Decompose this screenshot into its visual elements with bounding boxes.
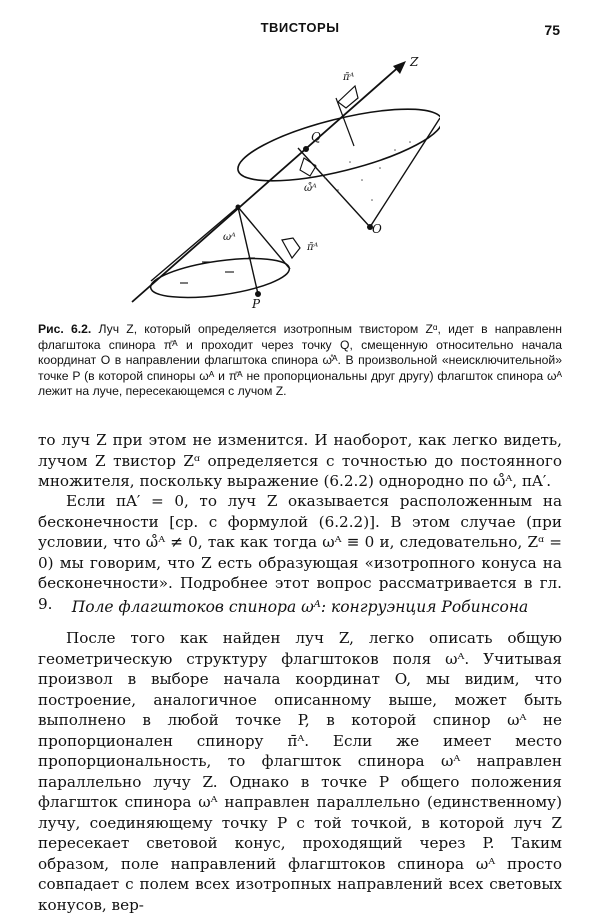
point-q: [303, 146, 309, 152]
lower-cone-rim: [148, 251, 291, 304]
page-number: 75: [544, 22, 560, 38]
label-pi-lower: π̄ᴬ: [307, 242, 319, 253]
label-pi-top: π̄ᴬ: [343, 72, 355, 83]
caption-text: Луч Z, который определяется изотропным твистором Zᵅ, идет в направленн флагштока спинора π̄ᴬ и проходит через точку Q, смещенную относительно начала координат O в направлении флагштока спинора ω̊ᴬ. В произвольной «неисключительной» точке P (в которой спиноры ωᴬ и π̄ᴬ не пропорциональны друг другу) флагшток спинора ωᴬ лежит на луче, пересекающемся с лучом Z.: [38, 322, 563, 398]
point-apex: [236, 205, 241, 210]
ray-z: [132, 64, 402, 302]
label-o: O: [372, 222, 382, 236]
section-heading: Поле флагштоков спинора ωᴬ: конгруэнция Робинсона: [71, 598, 529, 616]
label-z: Z: [410, 55, 419, 69]
upper-cone-edge-right: [370, 118, 440, 227]
label-omega-dot: ω̊ᴬ: [304, 183, 317, 194]
upper-cone-flagpole: [336, 98, 354, 146]
figure-caption: [38, 322, 562, 400]
paragraph-2: Если πA′ = 0, то луч Z оказывается расположенным на бесконечности [ср. с формулой (6.2.2)]. В этом случае (при условии, что ω̊ᴬ ≠ 0, так как тогда ωᴬ ≡ 0 и, следовательно, Zᵅ = 0) мы говорим, что Z есть образующая «изотропного конуса на бесконечности». Подробнее этот вопрос рассматривается в гл. 9.: [38, 492, 562, 613]
label-q: Q: [311, 130, 321, 144]
label-omega: ωᴬ: [223, 232, 236, 243]
upper-cone-rim: [232, 94, 440, 195]
lower-flag: [282, 238, 300, 258]
paragraph-1: то луч Z при этом не изменится. И наоборот, как легко видеть, лучом Z твистор Zᵅ определяется с точностью до постоянного множителя, поскольку выражение (6.2.2) однородно по ω̊ᴬ, πA′.: [38, 431, 562, 490]
ray-z-arrowhead: [393, 61, 406, 74]
omega-dot-flag: [300, 158, 316, 176]
figure-6-2: [110, 50, 440, 310]
lower-cone-edge-left: [151, 207, 238, 281]
running-title: ТВИСТОРЫ: [260, 20, 340, 35]
lower-cone-flagpole: [238, 207, 258, 294]
upper-cone-shading: [314, 141, 411, 201]
figure-label: Рис. 6.2.: [38, 322, 92, 336]
paragraph-3: После того как найден луч Z, легко описать общую геометрическую структуру флагштоков поля ωᴬ. Учитывая произвол в выборе начала координат O, мы видим, что построение, аналогичное описанному выше, может быть выполнено в любой точке P, в которой спинор ωᴬ не пропорционален спинору π̄ᴬ. Если же имеет место пропорциональность, то флагшток спинора ωᴬ направлен параллельно лучу Z. Однако в точке P общего положения флагшток спинора ωᴬ направлен параллельно (единственному) лучу, соединяющему точку P с той точкой, в которой луч Z пересекает световой конус, проходящий через P. Таким образом, поле направлений флагштоков спинора ωᴬ просто совпадает с полем всех изотропных направлений всех световых конусов, вер-: [38, 629, 562, 914]
label-p: P: [252, 297, 261, 310]
